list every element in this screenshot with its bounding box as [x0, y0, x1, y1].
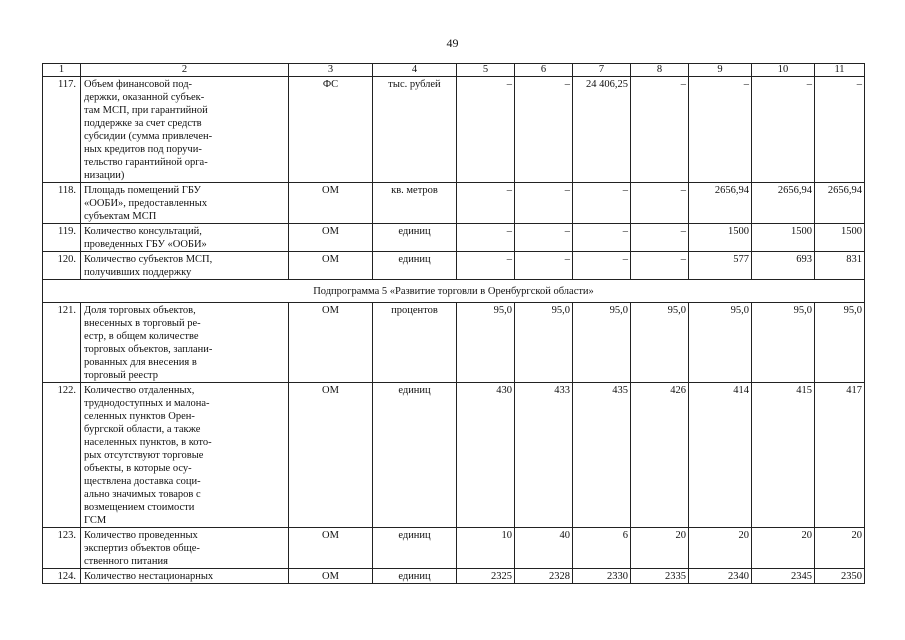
indicator-value: 435: [573, 383, 631, 528]
row-number: 124.: [43, 569, 81, 584]
column-number-10: 10: [752, 64, 815, 77]
indicator-value: 95,0: [515, 303, 573, 383]
row-number: 117.: [43, 77, 81, 183]
unit-of-measure: кв. метров: [373, 183, 457, 224]
indicator-name: Объем финансовой под- держки, оказанной субъек- там МСП, при гарантийной поддержке за счет средств субсидии (сумма привлечен- ных кредитов под поручи- тельство гарантийной орга- низации): [81, 77, 289, 183]
indicator-value: –: [457, 77, 515, 183]
indicator-name: Количество субъектов МСП, получивших поддержку: [81, 252, 289, 280]
indicator-value: –: [689, 77, 752, 183]
indicator-value: –: [457, 252, 515, 280]
indicator-value: 95,0: [457, 303, 515, 383]
header-row: [43, 64, 865, 77]
indicator-type: ОМ: [289, 569, 373, 584]
indicator-value: 433: [515, 383, 573, 528]
table-row: [43, 77, 865, 183]
unit-of-measure: процентов: [373, 303, 457, 383]
indicator-value: 2328: [515, 569, 573, 584]
table-row: [43, 183, 865, 224]
indicator-type: ФС: [289, 77, 373, 183]
page-number: 49: [446, 36, 459, 50]
indicator-value: 10: [457, 528, 515, 569]
column-number-6: 6: [515, 64, 573, 77]
indicator-value: –: [815, 77, 865, 183]
indicator-value: 426: [631, 383, 689, 528]
row-number: 122.: [43, 383, 81, 528]
indicator-value: 2325: [457, 569, 515, 584]
column-number-9: 9: [689, 64, 752, 77]
indicator-type: ОМ: [289, 224, 373, 252]
unit-of-measure: единиц: [373, 224, 457, 252]
indicator-value: –: [457, 224, 515, 252]
indicator-value: 20: [752, 528, 815, 569]
column-number-7: 7: [573, 64, 631, 77]
indicator-value: 831: [815, 252, 865, 280]
indicators-table: [42, 63, 865, 584]
indicator-value: –: [752, 77, 815, 183]
indicator-name: Количество консультаций, проведенных ГБУ «ООБИ»: [81, 224, 289, 252]
unit-of-measure: единиц: [373, 569, 457, 584]
indicator-value: –: [631, 183, 689, 224]
indicator-value: 20: [815, 528, 865, 569]
table-row: [43, 569, 865, 584]
table-row: [43, 303, 865, 383]
column-number-5: 5: [457, 64, 515, 77]
indicator-value: 24 406,25: [573, 77, 631, 183]
column-number-11: 11: [815, 64, 865, 77]
table-row: [43, 383, 865, 528]
indicator-value: 417: [815, 383, 865, 528]
indicator-value: 430: [457, 383, 515, 528]
indicator-value: –: [573, 224, 631, 252]
unit-of-measure: единиц: [373, 383, 457, 528]
indicator-type: ОМ: [289, 303, 373, 383]
indicator-type: ОМ: [289, 183, 373, 224]
indicator-value: –: [515, 224, 573, 252]
unit-of-measure: тыс. рублей: [373, 77, 457, 183]
indicator-value: 2340: [689, 569, 752, 584]
indicator-value: 40: [515, 528, 573, 569]
row-number: 119.: [43, 224, 81, 252]
indicator-name: Площадь помещений ГБУ «ООБИ», предоставленных субъектам МСП: [81, 183, 289, 224]
indicator-value: –: [573, 252, 631, 280]
indicator-value: 6: [573, 528, 631, 569]
indicator-value: –: [515, 252, 573, 280]
indicator-value: 2656,94: [815, 183, 865, 224]
indicator-value: 1500: [752, 224, 815, 252]
indicator-value: 2656,94: [752, 183, 815, 224]
subprogram-title: Подпрограмма 5 «Развитие торговли в Оренбургской области»: [43, 280, 865, 303]
indicator-value: 414: [689, 383, 752, 528]
subprogram-row: [43, 280, 865, 303]
indicator-value: 20: [689, 528, 752, 569]
table-row: [43, 252, 865, 280]
column-number-3: 3: [289, 64, 373, 77]
indicator-value: 95,0: [573, 303, 631, 383]
row-number: 121.: [43, 303, 81, 383]
indicator-value: 2656,94: [689, 183, 752, 224]
indicator-value: 2335: [631, 569, 689, 584]
indicator-value: 2350: [815, 569, 865, 584]
indicator-value: –: [631, 252, 689, 280]
indicator-name: Доля торговых объектов, внесенных в торговый ре- естр, в общем количестве торговых объектов, заплани- рованных для внесения в торговый реестр: [81, 303, 289, 383]
indicator-type: ОМ: [289, 528, 373, 569]
indicator-value: 95,0: [631, 303, 689, 383]
table-row: [43, 224, 865, 252]
row-number: 118.: [43, 183, 81, 224]
indicator-type: ОМ: [289, 383, 373, 528]
indicator-value: –: [457, 183, 515, 224]
table-row: [43, 528, 865, 569]
indicator-name: Количество отдаленных, труднодоступных и малона- селенных пунктов Орен- бургской области, а также населенных пунктов, в кото- рых отсутствуют торговые объекты, в которые осу- ществлена доставка соци- ально значимых товаров с возмещением стоимости ГСМ: [81, 383, 289, 528]
column-number-1: 1: [43, 64, 81, 77]
row-number: 120.: [43, 252, 81, 280]
row-number: 123.: [43, 528, 81, 569]
indicator-value: 1500: [815, 224, 865, 252]
indicator-type: ОМ: [289, 252, 373, 280]
indicator-value: –: [515, 77, 573, 183]
unit-of-measure: единиц: [373, 528, 457, 569]
indicator-name: Количество нестационарных: [81, 569, 289, 584]
indicator-value: 577: [689, 252, 752, 280]
column-number-4: 4: [373, 64, 457, 77]
column-number-8: 8: [631, 64, 689, 77]
indicator-value: –: [631, 224, 689, 252]
indicator-value: –: [631, 77, 689, 183]
indicator-value: 95,0: [752, 303, 815, 383]
indicator-value: –: [515, 183, 573, 224]
indicator-value: 95,0: [815, 303, 865, 383]
indicator-value: 415: [752, 383, 815, 528]
column-number-2: 2: [81, 64, 289, 77]
indicator-value: 693: [752, 252, 815, 280]
indicator-value: 1500: [689, 224, 752, 252]
indicator-value: –: [573, 183, 631, 224]
indicator-name: Количество проведенных экспертиз объектов обще- ственного питания: [81, 528, 289, 569]
unit-of-measure: единиц: [373, 252, 457, 280]
indicator-value: 2345: [752, 569, 815, 584]
indicator-value: 95,0: [689, 303, 752, 383]
indicator-value: 2330: [573, 569, 631, 584]
indicator-value: 20: [631, 528, 689, 569]
